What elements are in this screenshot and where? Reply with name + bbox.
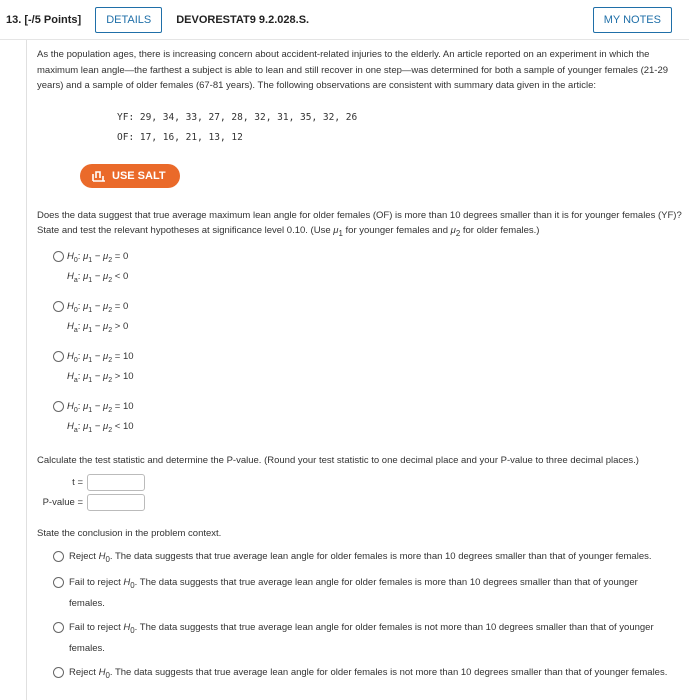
radio-button[interactable] [53,351,64,362]
hypothesis-question: Does the data suggest that true average maximum lean angle for older females (OF) is more than 10 degrees smaller than it is for younger females (YF)? State and test the relevant hypotheses at significance level 0.10. (Use $\mu_1$ for younger females and $\mu_2$ for older females.) [37,209,682,238]
question-body [26,40,688,700]
radio-button[interactable] [53,622,64,633]
salt-icon [92,170,106,182]
radio-button[interactable] [53,667,64,678]
question-header [0,0,689,40]
use-salt-label: USE SALT [112,169,166,182]
data-block [117,108,688,148]
question-number: 13. [-/5 Points] [6,13,82,26]
conclusion-option[interactable]: Fail to reject $H_0$. The data suggests that true average lean angle for older females is more than 10 degrees smaller than that of younger females. [53,574,688,613]
hypothesis-option[interactable]: $H_0$: $\mu_1 - \mu_2 = 0$ $H_a$: $\mu_1 - \mu_2 < 0$ [53,249,688,289]
hypothesis-option[interactable]: $H_0$: $\mu_1 - \mu_2 = 10$ $H_a$: $\mu_1 - \mu_2 > 10$ [53,349,688,389]
my-notes-button[interactable]: MY NOTES [593,7,672,33]
problem-code: DEVORESTAT9 9.2.028.S. [176,13,310,26]
radio-button[interactable] [53,401,64,412]
intro-text: As the population ages, there is increasing concern about accident-related injuries to the elderly. An article reported on an experiment in which the maximum lean angle—the farthest a subject is able to lean and still recover in one step—was determined for both a sample of younger females (21-29 years) and a sample of older females (67-81 years). The following observations are consistent with summary data given in the article: [37,49,669,91]
details-button[interactable]: DETAILS [95,7,162,33]
radio-button[interactable] [53,577,64,588]
conclusion-option[interactable]: Fail to reject $H_0$. The data suggests that true average lean angle for older females is not more than 10 degrees smaller than that of younger females. [53,619,688,658]
test-statistic-question: Calculate the test statistic and determine the P-value. (Round your test statistic to one decimal place and your P-value to three decimal places.) [37,454,639,466]
radio-button[interactable] [53,551,64,562]
answer-inputs [37,472,688,512]
conclusion-option[interactable]: Reject $H_0$. The data suggests that true average lean angle for older females is not more than 10 degrees smaller than that of younger females. [53,664,688,685]
conclusion-option[interactable]: Reject $H_0$. The data suggests that true average lean angle for older females is more than 10 degrees smaller than that of younger females. [53,548,688,569]
p-value-label: P-value = [42,496,83,508]
of-data: OF: 17, 16, 21, 13, 12 [117,131,243,143]
p-value-input[interactable] [87,494,145,511]
hypothesis-option[interactable]: $H_0$: $\mu_1 - \mu_2 = 10$ $H_a$: $\mu_1 - \mu_2 < 10$ [53,399,688,439]
radio-button[interactable] [53,301,64,312]
radio-button[interactable] [53,251,64,262]
t-label: t = [72,476,83,488]
yf-data: YF: 29, 34, 33, 27, 28, 32, 31, 35, 32, 26 [117,111,358,123]
hypothesis-options [37,249,688,438]
conclusion-options [37,548,688,686]
conclusion-question: State the conclusion in the problem context. [37,528,222,540]
t-input[interactable] [87,474,145,491]
hypothesis-option[interactable]: $H_0$: $\mu_1 - \mu_2 = 0$ $H_a$: $\mu_1 - \mu_2 > 0$ [53,299,688,339]
use-salt-button[interactable] [80,164,180,188]
